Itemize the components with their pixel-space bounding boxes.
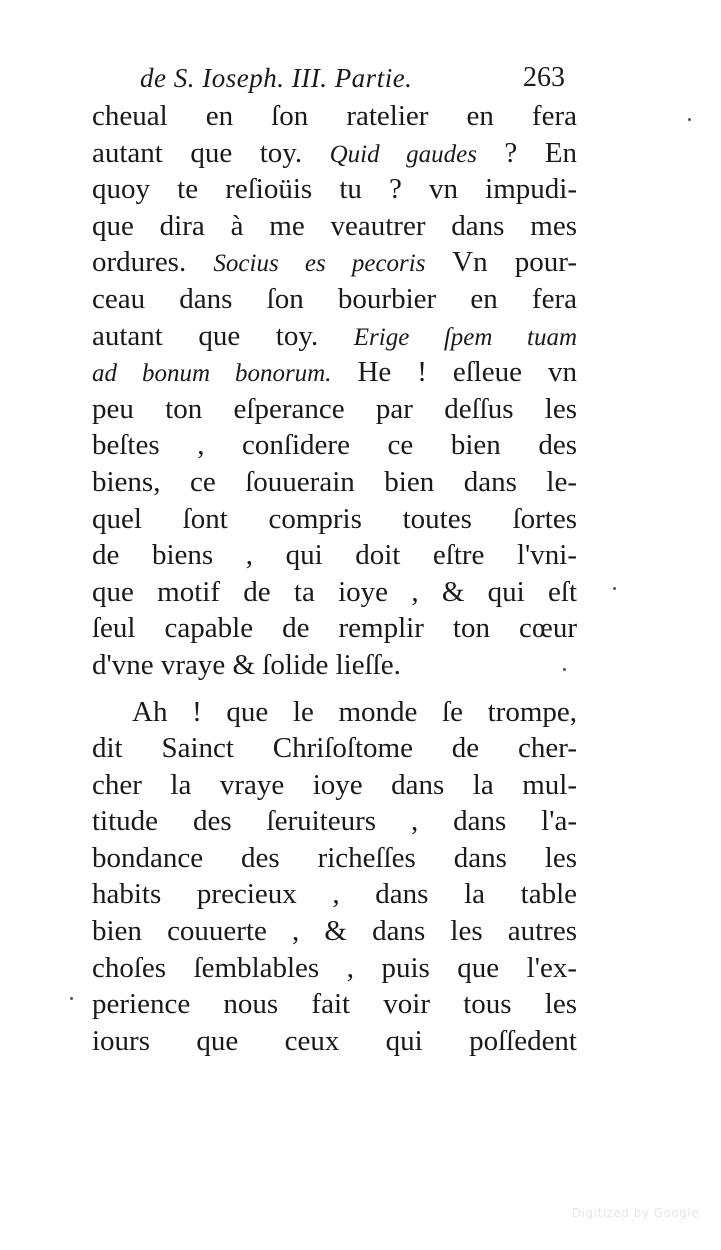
line-text: ? En [476,136,577,169]
line-text: autant que toy. [92,136,330,169]
text-line [92,574,577,611]
text-line: Ah ! que le monde ſe trompe, [132,695,577,728]
line-text: cheual en ſon ratelier en fera [92,100,577,132]
line-text: que motif de ta ioye , & qui eſt [92,575,577,608]
text-line [92,354,577,391]
running-head-title: de S. Ioseph. III. Partie. [140,63,413,93]
text-line [92,318,577,355]
text-line: bondance des richeſſes dans les [92,841,577,874]
ink-speck [70,997,73,1000]
line-text: quoy te reſioüis tu ? vn impudi- [92,173,577,206]
text-line: titude des ſeruiteurs , dans l'a- [92,805,577,838]
latin-quotation: ad bonum bonorum. [92,360,332,388]
text-line [92,537,577,574]
watermark: Digitized by Google [571,1206,699,1220]
ink-speck [613,587,616,590]
line-text: ceau dans ſon bourbier en fera [92,282,577,315]
line-text: autant que toy. [92,319,354,352]
text-line [92,647,577,684]
paragraph-gap [92,684,577,694]
page-number: 263 [523,62,565,93]
line-text: ordures. [92,246,214,279]
text-line: dit Sainct Chriſoſtome de cher- [92,732,577,765]
paragraph-2 [92,694,577,1060]
text-line [92,244,577,281]
text-line: habits precieux , dans la table [92,878,577,911]
text-line [92,98,577,135]
body-text [92,98,577,1059]
line-text: de biens , qui doit eſtre l'vni- [92,539,577,572]
text-line [92,501,577,538]
ink-speck [688,118,691,121]
line-text: biens, ce ſouuerain bien dans le- [92,465,577,498]
line-text: quel ſont compris toutes ſortes [92,502,577,535]
text-line: cher la vraye ioye dans la mul- [92,768,577,801]
text-line: choſes ſemblables , puis que l'ex- [92,951,577,984]
line-text: Vn pour- [425,246,577,279]
line-text: He ! eſleue vn [331,356,577,389]
latin-quotation: Quid gaudes [329,140,477,168]
line-text: d'vne vraye & ſolide lieſſe. [92,648,401,681]
line-text: peu ton eſperance par deſſus les [92,392,577,425]
text-line [92,281,577,318]
text-line [92,208,577,245]
text-line [92,391,577,428]
running-head [140,58,565,98]
text-line [92,427,577,464]
text-line [92,610,577,647]
text-line: iours que ceux qui poſſedent [92,1024,577,1057]
text-line [92,171,577,208]
latin-quotation: Socius es pecoris [213,250,426,278]
text-line: perience nous fait voir tous les [92,988,577,1021]
line-text: ſeul capable de remplir ton cœur [92,612,577,645]
text-line: bien couuerte , & dans les autres [92,915,577,948]
text-line [92,135,577,172]
line-text: que dira à me veautrer dans mes [92,209,577,242]
line-text: beſtes , conſidere ce bien des [92,429,577,462]
paragraph-1 [92,98,577,684]
latin-quotation: Erige ſpem tuam [353,323,577,351]
ink-speck [563,668,566,671]
text-line [92,464,577,501]
